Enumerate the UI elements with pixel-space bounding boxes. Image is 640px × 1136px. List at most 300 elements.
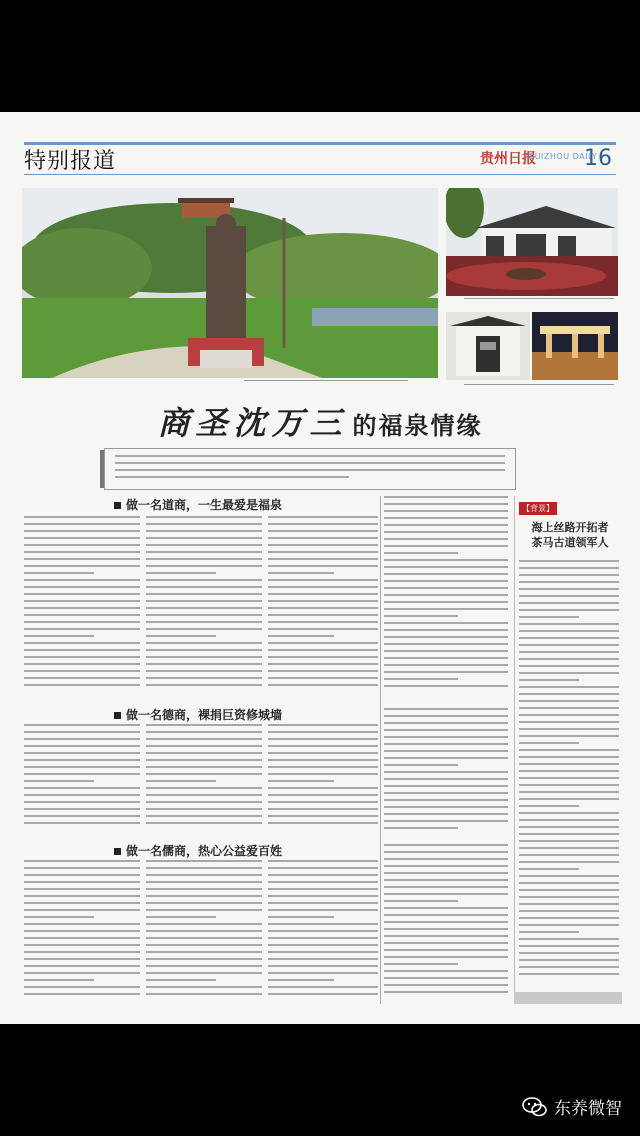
text-line (24, 951, 140, 953)
watermark-label: 东养微智 (554, 1099, 622, 1119)
text-line (24, 923, 140, 925)
text-line (24, 677, 140, 679)
text-line (384, 813, 508, 815)
section-heading-1: 做一名道商，一生最爱是福泉 (114, 496, 282, 513)
text-line (24, 888, 140, 890)
text-line (519, 560, 619, 562)
text-line (268, 586, 378, 588)
text-line (146, 923, 262, 925)
text-line (146, 684, 262, 686)
text-line (268, 979, 334, 981)
text-line (519, 938, 619, 940)
text-line (268, 614, 378, 616)
text-line (24, 993, 140, 995)
text-line (268, 923, 378, 925)
text-line (24, 902, 140, 904)
text-line (519, 945, 619, 947)
section-heading-3: 做一名儒商，热心公益爱百姓 (114, 842, 282, 859)
text-line (384, 893, 508, 895)
text-line (146, 958, 262, 960)
text-line (24, 874, 140, 876)
body-column-2c (268, 724, 378, 834)
text-line (24, 916, 94, 918)
background-sidebar (514, 496, 623, 992)
sidebar-tag: 【背景】 (519, 502, 557, 515)
text-line (24, 607, 140, 609)
text-line (384, 949, 508, 951)
text-line (519, 609, 619, 611)
text-line (519, 910, 619, 912)
text-line (519, 714, 619, 716)
text-line (24, 523, 140, 525)
text-line (24, 724, 140, 726)
text-line (519, 574, 619, 576)
heading-square-icon (114, 848, 121, 855)
text-line (384, 757, 508, 759)
text-line (384, 580, 508, 582)
text-line (384, 970, 508, 972)
text-line (268, 663, 378, 665)
text-line (146, 874, 262, 876)
text-line (519, 952, 619, 954)
text-line (384, 524, 508, 526)
text-line (146, 930, 262, 932)
text-line (519, 658, 619, 660)
text-line (146, 593, 262, 595)
text-line (24, 860, 140, 862)
sidebar-title: 海上丝路开拓者 茶马古道领军人 (531, 521, 609, 549)
text-line (146, 551, 262, 553)
text-line (384, 963, 458, 965)
text-line (519, 959, 619, 961)
text-line (384, 900, 458, 902)
text-line (146, 614, 262, 616)
body-column-1b (146, 516, 262, 694)
text-line (519, 707, 619, 709)
text-line (268, 965, 378, 967)
text-line (268, 860, 378, 862)
text-line (384, 708, 508, 710)
text-line (24, 808, 140, 810)
text-line (146, 888, 262, 890)
text-line (24, 731, 140, 733)
text-line (384, 496, 508, 498)
text-line (384, 566, 508, 568)
text-line (24, 614, 140, 616)
text-line (146, 642, 262, 644)
lead-paragraph-box (104, 448, 516, 490)
text-line (146, 572, 216, 574)
text-line (384, 657, 508, 659)
text-line (24, 530, 140, 532)
text-line (146, 808, 262, 810)
text-line (519, 819, 619, 821)
text-line (24, 600, 140, 602)
text-line (24, 738, 140, 740)
text-line (24, 565, 140, 567)
text-line (24, 684, 140, 686)
text-line (268, 656, 378, 658)
text-line (24, 773, 140, 775)
text-line (384, 858, 508, 860)
text-line (519, 672, 619, 674)
text-line (268, 787, 378, 789)
text-line (268, 902, 378, 904)
text-line (384, 806, 508, 808)
text-line (384, 608, 508, 610)
text-line (384, 510, 508, 512)
text-line (519, 742, 579, 744)
text-line (519, 567, 619, 569)
text-line (384, 736, 508, 738)
text-line (268, 993, 378, 995)
text-line (384, 715, 508, 717)
text-line (146, 986, 262, 988)
text-line (384, 935, 508, 937)
text-line (519, 763, 619, 765)
text-line (146, 993, 262, 995)
text-line (519, 966, 619, 968)
text-line (146, 621, 262, 623)
text-line (384, 601, 508, 603)
text-line (146, 759, 262, 761)
text-line (384, 914, 508, 916)
text-line (24, 986, 140, 988)
page-footer-band (514, 992, 622, 1004)
text-line (268, 516, 378, 518)
text-line (268, 724, 378, 726)
text-line (384, 764, 458, 766)
text-line (519, 630, 619, 632)
text-line (384, 587, 508, 589)
text-line (146, 544, 262, 546)
text-line (268, 642, 378, 644)
text-line (268, 773, 378, 775)
text-line (384, 942, 508, 944)
text-line (384, 636, 508, 638)
text-line (24, 551, 140, 553)
text-line (268, 684, 378, 686)
text-line (268, 572, 334, 574)
section-title: 特别报道 (24, 149, 117, 174)
small-photos-caption (464, 384, 614, 385)
text-line (519, 840, 619, 842)
text-line (384, 879, 508, 881)
text-line (24, 649, 140, 651)
text-line (146, 579, 262, 581)
text-line (268, 731, 378, 733)
text-line (519, 833, 619, 835)
newspaper-logo-en: GUIZHOU DAILY (528, 152, 598, 161)
text-line (519, 882, 619, 884)
text-line (519, 728, 619, 730)
text-line (146, 773, 262, 775)
text-line (24, 663, 140, 665)
text-line (519, 784, 619, 786)
text-line (24, 909, 140, 911)
text-line (146, 965, 262, 967)
text-line (519, 875, 619, 877)
text-line (24, 558, 140, 560)
text-line (146, 523, 262, 525)
text-line (384, 907, 508, 909)
text-line (146, 558, 262, 560)
text-line (268, 649, 378, 651)
text-line (384, 552, 458, 554)
text-line (24, 787, 140, 789)
text-line (24, 516, 140, 518)
newspaper-logo: 贵州日报 (480, 151, 536, 167)
text-line (268, 895, 378, 897)
text-line (519, 595, 619, 597)
text-line (146, 738, 262, 740)
body-column-1a (24, 516, 140, 694)
text-line (268, 972, 378, 974)
text-line (384, 743, 508, 745)
body-column-2a (24, 724, 140, 834)
text-line (519, 749, 619, 751)
text-line (146, 628, 262, 630)
text-line (519, 665, 619, 667)
text-line (268, 530, 378, 532)
text-line (146, 565, 262, 567)
text-line (24, 822, 140, 824)
text-line (384, 643, 508, 645)
text-line (519, 826, 619, 828)
text-line (146, 909, 262, 911)
text-line (268, 808, 378, 810)
text-line (146, 516, 262, 518)
text-line (24, 780, 94, 782)
heading-square-icon (114, 502, 121, 509)
text-line (146, 937, 262, 939)
heading-square-icon (114, 712, 121, 719)
text-line (24, 621, 140, 623)
text-line (384, 629, 508, 631)
text-line (146, 780, 216, 782)
body-column-3d (384, 844, 508, 1004)
text-line (268, 565, 378, 567)
text-line (268, 537, 378, 539)
text-line (519, 854, 619, 856)
text-line (268, 937, 378, 939)
text-line (146, 881, 262, 883)
text-line (384, 872, 508, 874)
text-line (384, 545, 508, 547)
text-line (24, 759, 140, 761)
text-line (24, 766, 140, 768)
text-line (268, 888, 378, 890)
text-line (384, 685, 508, 687)
text-line (24, 642, 140, 644)
text-line (268, 523, 378, 525)
text-line (146, 822, 262, 824)
text-line (24, 537, 140, 539)
text-line (24, 593, 140, 595)
text-line (268, 930, 378, 932)
text-line (146, 530, 262, 532)
text-line (24, 979, 94, 981)
text-line (24, 944, 140, 946)
text-line (24, 628, 140, 630)
wechat-watermark (522, 1094, 622, 1119)
text-line (268, 867, 378, 869)
text-line (24, 572, 94, 574)
text-line (146, 944, 262, 946)
text-line (384, 650, 508, 652)
text-line (384, 991, 508, 993)
text-line (146, 867, 262, 869)
text-line (24, 656, 140, 658)
text-line (519, 602, 619, 604)
archway-photo (532, 312, 618, 380)
text-line (268, 607, 378, 609)
article-headline (0, 398, 640, 444)
text-line (146, 787, 262, 789)
text-line (384, 827, 458, 829)
text-line (384, 792, 508, 794)
text-line (384, 671, 508, 673)
text-line (384, 921, 508, 923)
text-line (24, 972, 140, 974)
text-line (268, 551, 378, 553)
text-line (519, 917, 619, 919)
text-line (146, 902, 262, 904)
text-line (24, 895, 140, 897)
text-line (519, 623, 619, 625)
text-line (519, 679, 579, 681)
text-line (146, 951, 262, 953)
text-line (24, 815, 140, 817)
text-line (24, 930, 140, 932)
text-line (384, 851, 508, 853)
text-line (519, 770, 619, 772)
text-line (519, 889, 619, 891)
text-line (384, 531, 508, 533)
text-line (146, 815, 262, 817)
text-line (268, 766, 378, 768)
text-line (24, 965, 140, 967)
text-line (24, 958, 140, 960)
temple-photo-caption (464, 298, 614, 299)
text-line (146, 677, 262, 679)
text-line (384, 844, 508, 846)
text-line (519, 637, 619, 639)
text-line (24, 670, 140, 672)
column-separator (380, 496, 381, 1004)
text-line (384, 771, 508, 773)
text-line (24, 881, 140, 883)
text-line (268, 621, 378, 623)
gate-photo (446, 312, 530, 380)
text-line (519, 805, 579, 807)
text-line (146, 537, 262, 539)
text-line (384, 977, 508, 979)
text-line (24, 579, 140, 581)
text-line (384, 573, 508, 575)
text-line (24, 794, 140, 796)
text-line (146, 972, 262, 974)
body-column-3c (268, 860, 378, 1004)
text-line (384, 517, 508, 519)
text-line (268, 677, 378, 679)
text-line (268, 780, 334, 782)
text-line (146, 860, 262, 862)
text-line (24, 937, 140, 939)
text-line (519, 903, 619, 905)
text-line (146, 895, 262, 897)
text-line (519, 798, 619, 800)
body-column-3b (146, 860, 262, 1004)
text-line (384, 615, 458, 617)
text-line (24, 867, 140, 869)
text-line (146, 794, 262, 796)
text-line (384, 778, 508, 780)
text-line (384, 799, 508, 801)
text-line (24, 544, 140, 546)
text-line (519, 581, 619, 583)
text-line (24, 752, 140, 754)
text-line (146, 600, 262, 602)
text-line (519, 896, 619, 898)
headline-part1: 商圣沈万三 (157, 404, 348, 442)
text-line (519, 861, 619, 863)
text-line (384, 785, 508, 787)
text-line (268, 670, 378, 672)
text-line (268, 909, 378, 911)
text-line (384, 750, 508, 752)
text-line (519, 868, 579, 870)
text-line (268, 881, 378, 883)
text-line (146, 731, 262, 733)
statue-photo (22, 188, 438, 378)
text-line (519, 924, 619, 926)
text-line (384, 729, 508, 731)
text-line (384, 820, 508, 822)
text-line (268, 951, 378, 953)
text-line (146, 745, 262, 747)
text-line (146, 656, 262, 658)
text-line (268, 822, 378, 824)
text-line (268, 944, 378, 946)
sidebar-body (519, 560, 619, 984)
text-line (146, 607, 262, 609)
text-line (519, 791, 619, 793)
text-line (146, 586, 262, 588)
text-line (384, 503, 508, 505)
text-line (268, 752, 378, 754)
text-line (146, 724, 262, 726)
text-line (24, 586, 140, 588)
text-line (519, 700, 619, 702)
text-line (519, 847, 619, 849)
text-line (519, 651, 619, 653)
text-line (268, 794, 378, 796)
text-line (268, 593, 378, 595)
text-line (519, 735, 619, 737)
text-line (384, 594, 508, 596)
text-line (384, 722, 508, 724)
body-column-3a (24, 860, 140, 1004)
text-line (384, 984, 508, 986)
text-line (146, 766, 262, 768)
text-line (146, 979, 216, 981)
temple-photo (446, 188, 618, 296)
text-line (519, 812, 619, 814)
text-line (519, 756, 619, 758)
page-number: 16 (584, 146, 612, 171)
body-column-2b (146, 724, 262, 834)
